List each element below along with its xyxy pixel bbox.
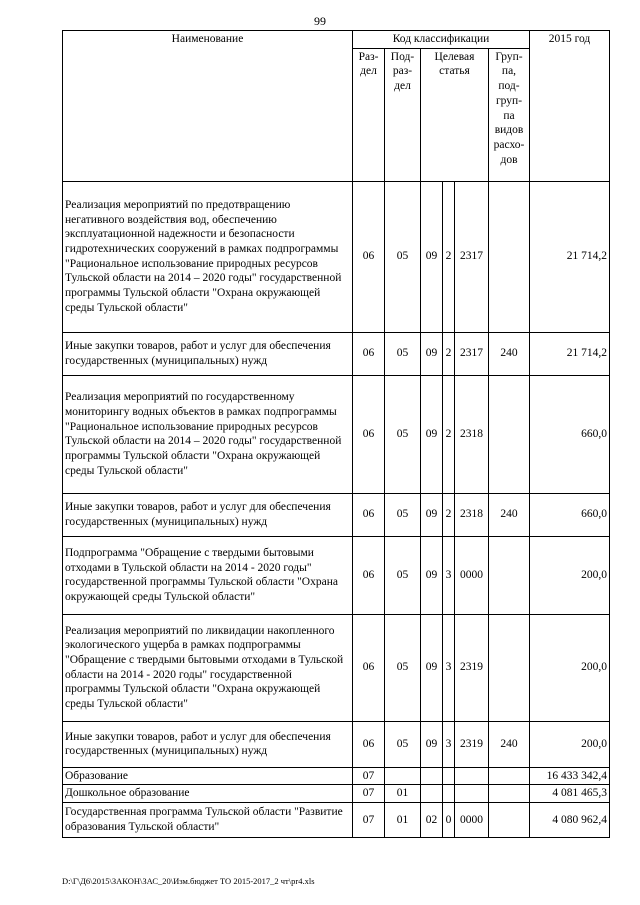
header-section: Раз- дел (353, 48, 385, 181)
cell-podrazdel: 05 (385, 614, 421, 721)
file-path-footer: D:\Г\Д6\2015\ЗАКОН\ЗАС_20\Изм.бюджет ТО 2015-2017_2 чт\pr4.xls (62, 876, 315, 886)
cell-cs2 (443, 785, 455, 803)
cell-cs3 (455, 785, 489, 803)
cell-cs1: 09 (421, 181, 443, 332)
cell-podrazdel: 05 (385, 375, 421, 493)
cell-cs2: 2 (443, 375, 455, 493)
cell-amount: 4 080 962,4 (530, 803, 610, 838)
cell-cs2: 3 (443, 536, 455, 614)
header-subsection: Под- раз- дел (385, 48, 421, 181)
cell-name: Реализация мероприятий по государственному мониторингу водных объектов в рамках подпрограммы "Рациональное использование природных ресурсов Тульской области на 2014 – 2020 годы" государственной программы Тульской области "Охрана окружающей среды Тульской области" (63, 375, 353, 493)
cell-cs1: 09 (421, 721, 443, 767)
cell-cs1: 09 (421, 375, 443, 493)
cell-vid: 240 (489, 493, 530, 536)
table-row (63, 767, 610, 785)
cell-podrazdel: 05 (385, 332, 421, 375)
cell-podrazdel: 05 (385, 493, 421, 536)
table-row (63, 181, 610, 332)
cell-vid (489, 803, 530, 838)
cell-razdel: 06 (353, 181, 385, 332)
cell-vid (489, 375, 530, 493)
cell-name: Иные закупки товаров, работ и услуг для обеспечения государственных (муниципальных) нужд (63, 721, 353, 767)
cell-cs1 (421, 767, 443, 785)
cell-razdel: 07 (353, 803, 385, 838)
header-target-article: Целевая статья (421, 48, 489, 181)
cell-amount: 660,0 (530, 493, 610, 536)
cell-razdel: 06 (353, 536, 385, 614)
cell-cs3: 2317 (455, 181, 489, 332)
cell-podrazdel: 05 (385, 721, 421, 767)
cell-razdel: 07 (353, 785, 385, 803)
table-row (63, 375, 610, 493)
cell-amount: 200,0 (530, 721, 610, 767)
cell-name: Образование (63, 767, 353, 785)
table-row (63, 803, 610, 838)
cell-cs2 (443, 767, 455, 785)
cell-podrazdel: 01 (385, 785, 421, 803)
cell-name: Государственная программа Тульской области "Развитие образования Тульской области" (63, 803, 353, 838)
cell-cs3: 2318 (455, 493, 489, 536)
cell-podrazdel: 05 (385, 536, 421, 614)
cell-vid: 240 (489, 332, 530, 375)
table-row (63, 536, 610, 614)
cell-amount: 200,0 (530, 614, 610, 721)
cell-cs3: 0000 (455, 536, 489, 614)
cell-vid (489, 181, 530, 332)
cell-cs3 (455, 767, 489, 785)
table-row (63, 721, 610, 767)
cell-amount: 16 433 342,4 (530, 767, 610, 785)
cell-razdel: 06 (353, 614, 385, 721)
page-number: 99 (314, 14, 326, 28)
cell-amount: 21 714,2 (530, 181, 610, 332)
cell-podrazdel: 01 (385, 803, 421, 838)
cell-cs1: 09 (421, 536, 443, 614)
cell-cs2: 3 (443, 614, 455, 721)
cell-cs2: 2 (443, 493, 455, 536)
cell-amount: 200,0 (530, 536, 610, 614)
cell-cs3: 2319 (455, 614, 489, 721)
cell-cs2: 0 (443, 803, 455, 838)
cell-name: Иные закупки товаров, работ и услуг для обеспечения государственных (муниципальных) нужд (63, 493, 353, 536)
cell-razdel: 06 (353, 332, 385, 375)
cell-cs3: 2317 (455, 332, 489, 375)
cell-cs3: 0000 (455, 803, 489, 838)
cell-cs1: 09 (421, 332, 443, 375)
cell-amount: 21 714,2 (530, 332, 610, 375)
cell-name: Дошкольное образование (63, 785, 353, 803)
cell-cs1: 02 (421, 803, 443, 838)
table-row (63, 493, 610, 536)
cell-cs2: 2 (443, 181, 455, 332)
cell-amount: 660,0 (530, 375, 610, 493)
cell-name: Подпрограмма "Обращение с твердыми бытовыми отходами в Тульской области на 2014 - 2020 годы" государственной программы Тульской области "Охрана окружающей среды Тульской области" (63, 536, 353, 614)
header-name: Наименование (63, 31, 353, 182)
cell-razdel: 06 (353, 721, 385, 767)
cell-cs1: 09 (421, 493, 443, 536)
cell-vid (489, 536, 530, 614)
table-row (63, 332, 610, 375)
budget-table (62, 30, 610, 838)
table-row (63, 785, 610, 803)
cell-razdel: 07 (353, 767, 385, 785)
cell-podrazdel: 05 (385, 181, 421, 332)
table-row (63, 614, 610, 721)
cell-name: Реализация мероприятий по ликвидации накопленного экологического ущерба в рамках подпрограммы "Обращение с твердыми бытовыми отходами в Тульской области на 2014 - 2020 годы" государственной программы Тульской области "Охрана окружающей среды Тульской области" (63, 614, 353, 721)
cell-cs2: 2 (443, 332, 455, 375)
cell-vid (489, 767, 530, 785)
cell-cs1 (421, 785, 443, 803)
cell-name: Иные закупки товаров, работ и услуг для обеспечения государственных (муниципальных) нужд (63, 332, 353, 375)
cell-vid (489, 614, 530, 721)
cell-name: Реализация мероприятий по предотвращению негативного воздействия вод, обеспечению эксплуатационной надежности и безопасности гидротехнических сооружений в рамках подпрограммы "Рациональное использование природных ресурсов Тульской области на 2014 – 2020 годы" государственной программы Тульской области "Охрана окружающей среды Тульской области" (63, 181, 353, 332)
header-classification-code: Код классификации (353, 31, 530, 49)
cell-amount: 4 081 465,3 (530, 785, 610, 803)
cell-cs3: 2318 (455, 375, 489, 493)
header-expense-group: Груп- па, под- груп- па видов расхо- дов (489, 48, 530, 181)
cell-podrazdel (385, 767, 421, 785)
cell-razdel: 06 (353, 493, 385, 536)
cell-cs1: 09 (421, 614, 443, 721)
header-year: 2015 год (530, 31, 610, 182)
cell-cs3: 2319 (455, 721, 489, 767)
cell-razdel: 06 (353, 375, 385, 493)
cell-vid: 240 (489, 721, 530, 767)
cell-cs2: 3 (443, 721, 455, 767)
cell-vid (489, 785, 530, 803)
